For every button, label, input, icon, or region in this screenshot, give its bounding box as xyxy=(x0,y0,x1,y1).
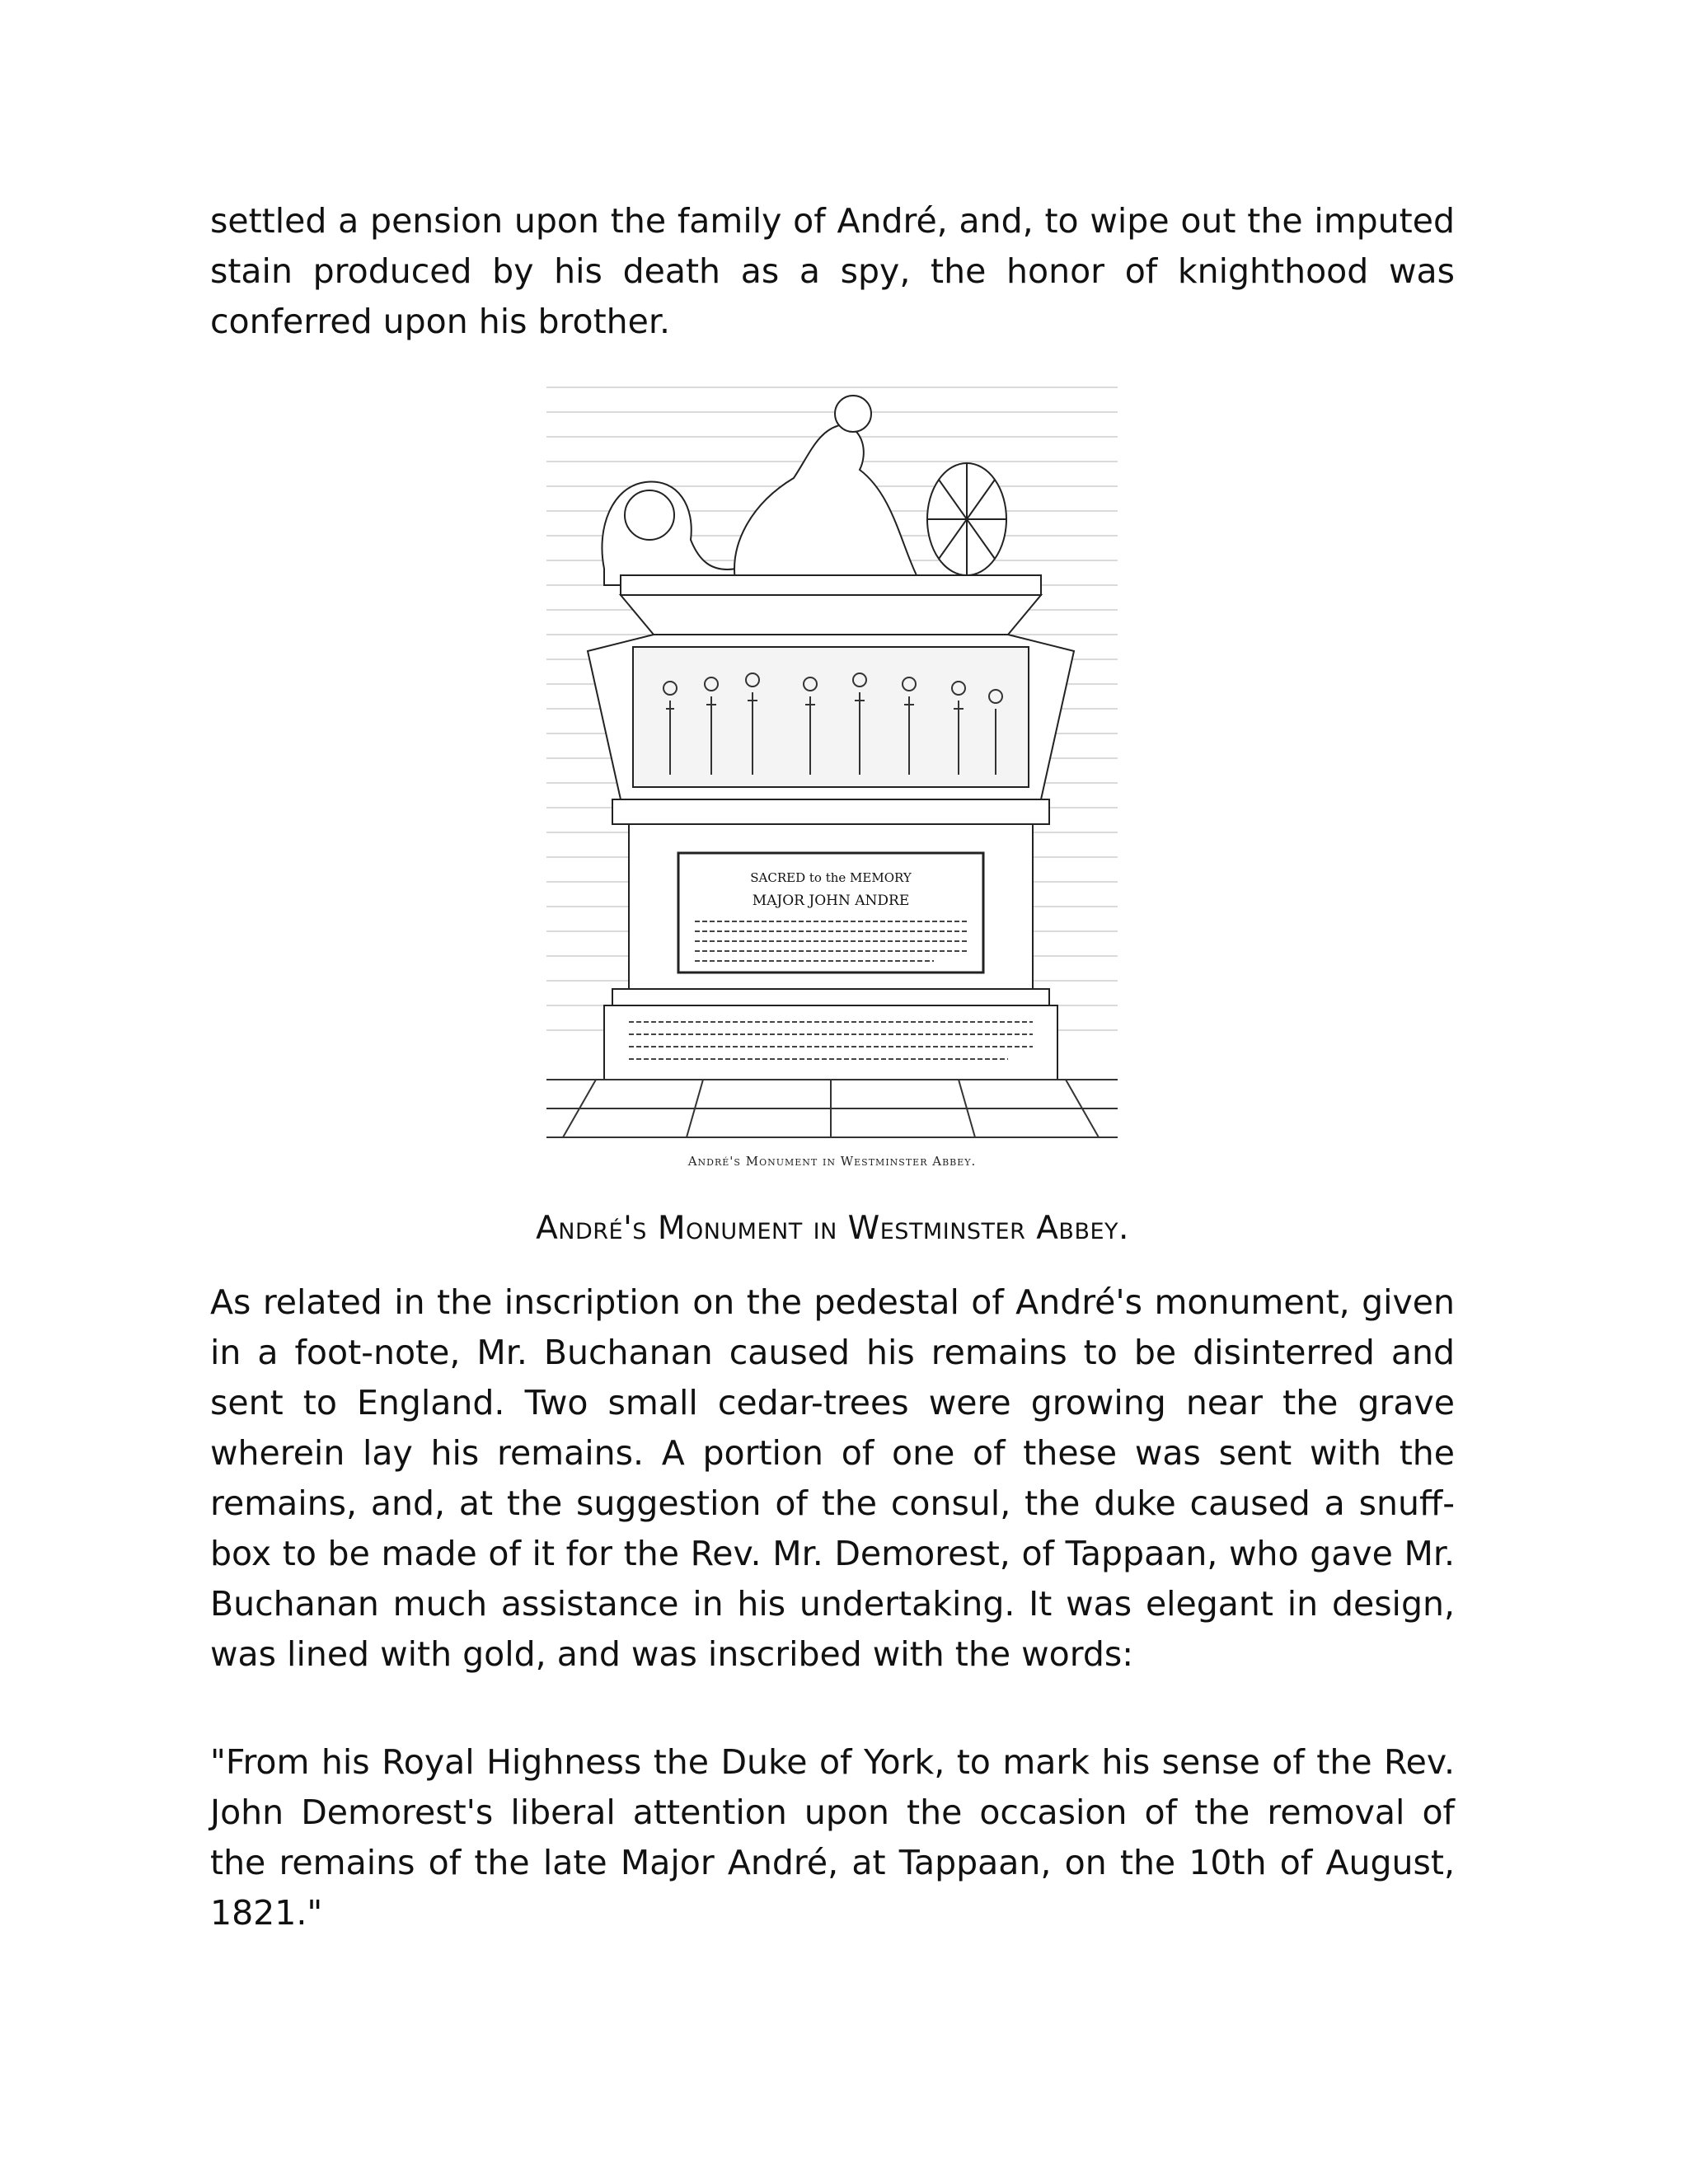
figure-caption: André's Monument in Westminster Abbey. xyxy=(536,1210,1129,1247)
engraving-illustration xyxy=(546,363,1118,1187)
engraving-caption: André's Monument in Westminster Abbey. xyxy=(687,1154,977,1169)
paragraph-intro: settled a pension upon the family of André, and, to wipe out the imputed stain produced by his death as a spy, the honor of knighthood was conferred upon his brother. xyxy=(210,201,1455,341)
paragraph-inscription-quote: "From his Royal Highness the Duke of York, to mark his sense of the Rev. John Demorest's liberal attention upon the occasion of the removal of the remains of the late Major André, at Tappaan, on the 10th of August, 1821." xyxy=(210,1742,1455,1933)
plaque-line-2: MAJOR JOHN ANDRE xyxy=(752,893,910,909)
paragraph-buchanan: As related in the inscription on the pedestal of André's monument, given in a foot-note, Mr. Buchanan caused his remains to be disinterred and sent to England. Two small cedar-trees were growing near the grave wherein lay his remains. A portion of one of these was sent with the remains, and, at the suggestion of the consul, the duke caused a snuff-box to be made of it for the Rev. Mr. Demorest, of Tappaan, who gave Mr. Buchanan much assistance in his undertaking. It was elegant in design, was lined with gold, and was inscribed with the words: xyxy=(210,1282,1455,1674)
plaque-line-1: SACRED to the MEMORY xyxy=(750,870,912,885)
monument-engraving xyxy=(546,363,1118,1187)
